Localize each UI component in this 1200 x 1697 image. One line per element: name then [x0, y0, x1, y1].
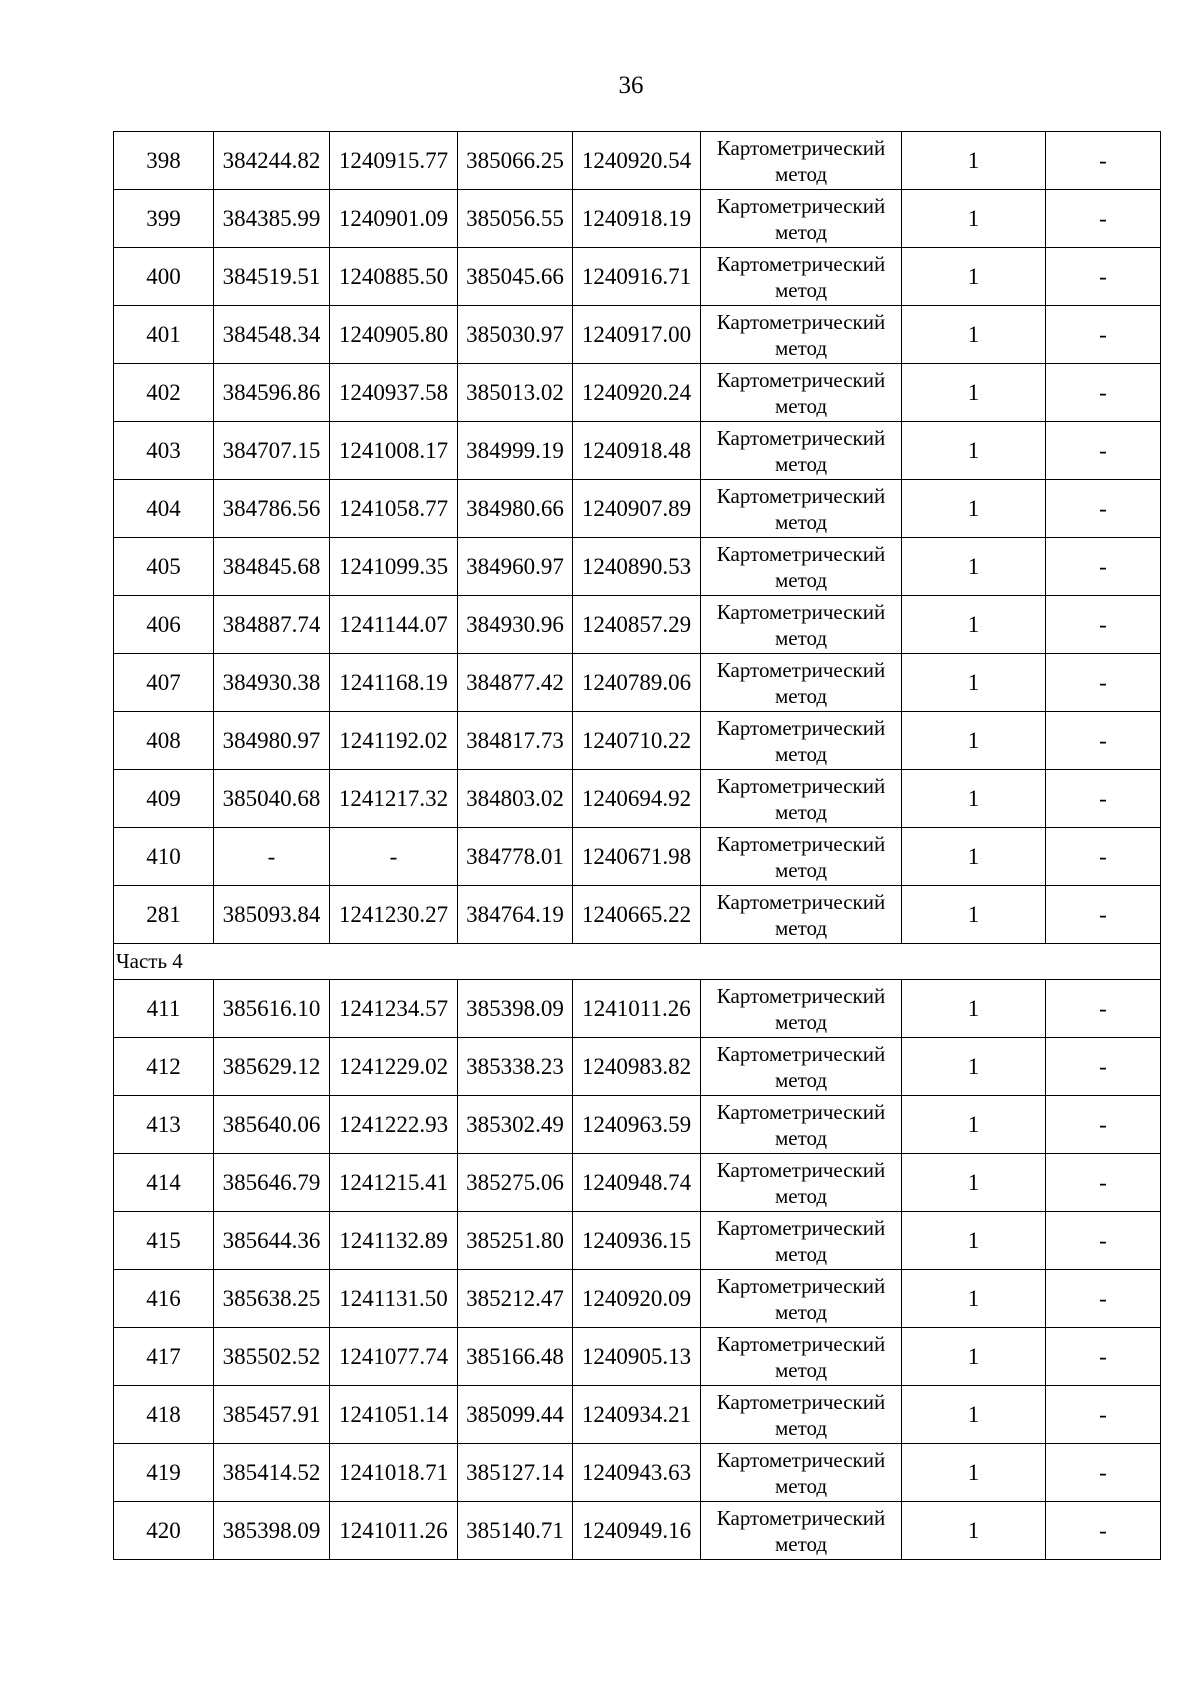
- y-coord-new-cell: 1240963.59: [573, 1096, 701, 1154]
- y-coord-new-cell: 1240948.74: [573, 1154, 701, 1212]
- method-cell: Картометрический метод: [701, 538, 902, 596]
- point-number-cell: 415: [114, 1212, 214, 1270]
- y-coord-existing-cell: 1241077.74: [330, 1328, 458, 1386]
- x-coord-existing-cell: 384845.68: [214, 538, 330, 596]
- x-coord-existing-cell: 384887.74: [214, 596, 330, 654]
- table-row: [114, 886, 1161, 944]
- y-coord-new-cell: 1240710.22: [573, 712, 701, 770]
- method-cell: Картометрический метод: [701, 1154, 902, 1212]
- method-cell: Картометрический метод: [701, 1328, 902, 1386]
- point-number-cell: 399: [114, 190, 214, 248]
- table-row: [114, 770, 1161, 828]
- method-cell: Картометрический метод: [701, 306, 902, 364]
- section-header-row: [114, 944, 1161, 980]
- accuracy-cell: 1: [902, 1038, 1046, 1096]
- description-cell: -: [1046, 538, 1161, 596]
- x-coord-new-cell: 385127.14: [458, 1444, 573, 1502]
- y-coord-existing-cell: 1241215.41: [330, 1154, 458, 1212]
- point-number-cell: 410: [114, 828, 214, 886]
- accuracy-cell: 1: [902, 1096, 1046, 1154]
- table-row: [114, 980, 1161, 1038]
- x-coord-new-cell: 385212.47: [458, 1270, 573, 1328]
- method-cell: Картометрический метод: [701, 770, 902, 828]
- x-coord-new-cell: 385140.71: [458, 1502, 573, 1560]
- method-cell: Картометрический метод: [701, 132, 902, 190]
- x-coord-new-cell: 385275.06: [458, 1154, 573, 1212]
- y-coord-new-cell: 1240857.29: [573, 596, 701, 654]
- description-cell: -: [1046, 980, 1161, 1038]
- table-row: [114, 712, 1161, 770]
- description-cell: -: [1046, 828, 1161, 886]
- table-row: [114, 306, 1161, 364]
- description-cell: -: [1046, 190, 1161, 248]
- description-cell: -: [1046, 1212, 1161, 1270]
- y-coord-new-cell: 1240943.63: [573, 1444, 701, 1502]
- table-body: [114, 132, 1161, 1560]
- method-cell: Картометрический метод: [701, 248, 902, 306]
- y-coord-existing-cell: 1240905.80: [330, 306, 458, 364]
- x-coord-existing-cell: 385398.09: [214, 1502, 330, 1560]
- point-number-cell: 420: [114, 1502, 214, 1560]
- y-coord-existing-cell: 1241011.26: [330, 1502, 458, 1560]
- y-coord-existing-cell: 1241192.02: [330, 712, 458, 770]
- x-coord-existing-cell: 384930.38: [214, 654, 330, 712]
- table-row: [114, 538, 1161, 596]
- y-coord-new-cell: 1240916.71: [573, 248, 701, 306]
- table-row: [114, 1154, 1161, 1212]
- description-cell: -: [1046, 1096, 1161, 1154]
- y-coord-existing-cell: -: [330, 828, 458, 886]
- description-cell: -: [1046, 422, 1161, 480]
- accuracy-cell: 1: [902, 1270, 1046, 1328]
- accuracy-cell: 1: [902, 980, 1046, 1038]
- y-coord-new-cell: 1240907.89: [573, 480, 701, 538]
- point-number-cell: 411: [114, 980, 214, 1038]
- x-coord-existing-cell: 385638.25: [214, 1270, 330, 1328]
- method-cell: Картометрический метод: [701, 1038, 902, 1096]
- description-cell: -: [1046, 712, 1161, 770]
- method-cell: Картометрический метод: [701, 422, 902, 480]
- x-coord-existing-cell: -: [214, 828, 330, 886]
- y-coord-new-cell: 1240949.16: [573, 1502, 701, 1560]
- table-row: [114, 828, 1161, 886]
- y-coord-existing-cell: 1241230.27: [330, 886, 458, 944]
- x-coord-new-cell: 385398.09: [458, 980, 573, 1038]
- x-coord-new-cell: 385045.66: [458, 248, 573, 306]
- description-cell: -: [1046, 1502, 1161, 1560]
- description-cell: -: [1046, 886, 1161, 944]
- x-coord-new-cell: 385099.44: [458, 1386, 573, 1444]
- y-coord-existing-cell: 1241234.57: [330, 980, 458, 1038]
- x-coord-existing-cell: 385457.91: [214, 1386, 330, 1444]
- table-row: [114, 1502, 1161, 1560]
- point-number-cell: 400: [114, 248, 214, 306]
- accuracy-cell: 1: [902, 770, 1046, 828]
- accuracy-cell: 1: [902, 1212, 1046, 1270]
- accuracy-cell: 1: [902, 1502, 1046, 1560]
- accuracy-cell: 1: [902, 422, 1046, 480]
- description-cell: -: [1046, 306, 1161, 364]
- point-number-cell: 407: [114, 654, 214, 712]
- y-coord-new-cell: 1240789.06: [573, 654, 701, 712]
- x-coord-new-cell: 385066.25: [458, 132, 573, 190]
- x-coord-existing-cell: 384548.34: [214, 306, 330, 364]
- point-number-cell: 412: [114, 1038, 214, 1096]
- x-coord-new-cell: 384803.02: [458, 770, 573, 828]
- description-cell: -: [1046, 480, 1161, 538]
- point-number-cell: 419: [114, 1444, 214, 1502]
- point-number-cell: 403: [114, 422, 214, 480]
- y-coord-existing-cell: 1240885.50: [330, 248, 458, 306]
- y-coord-new-cell: 1240920.24: [573, 364, 701, 422]
- coordinates-table: [113, 131, 1161, 1560]
- table-row: [114, 1212, 1161, 1270]
- table-row: [114, 1096, 1161, 1154]
- y-coord-existing-cell: 1241051.14: [330, 1386, 458, 1444]
- x-coord-existing-cell: 385640.06: [214, 1096, 330, 1154]
- description-cell: -: [1046, 364, 1161, 422]
- description-cell: -: [1046, 132, 1161, 190]
- accuracy-cell: 1: [902, 132, 1046, 190]
- accuracy-cell: 1: [902, 1386, 1046, 1444]
- method-cell: Картометрический метод: [701, 886, 902, 944]
- x-coord-existing-cell: 385040.68: [214, 770, 330, 828]
- x-coord-new-cell: 385251.80: [458, 1212, 573, 1270]
- y-coord-existing-cell: 1241132.89: [330, 1212, 458, 1270]
- table-row: [114, 190, 1161, 248]
- table-row: [114, 422, 1161, 480]
- point-number-cell: 416: [114, 1270, 214, 1328]
- y-coord-new-cell: 1240918.48: [573, 422, 701, 480]
- point-number-cell: 414: [114, 1154, 214, 1212]
- point-number-cell: 406: [114, 596, 214, 654]
- section-title: Часть 4: [114, 944, 1161, 980]
- y-coord-new-cell: 1240671.98: [573, 828, 701, 886]
- description-cell: -: [1046, 248, 1161, 306]
- table-row: [114, 364, 1161, 422]
- y-coord-existing-cell: 1241099.35: [330, 538, 458, 596]
- x-coord-existing-cell: 384596.86: [214, 364, 330, 422]
- y-coord-existing-cell: 1241168.19: [330, 654, 458, 712]
- method-cell: Картометрический метод: [701, 1212, 902, 1270]
- point-number-cell: 408: [114, 712, 214, 770]
- method-cell: Картометрический метод: [701, 364, 902, 422]
- method-cell: Картометрический метод: [701, 1444, 902, 1502]
- method-cell: Картометрический метод: [701, 1270, 902, 1328]
- accuracy-cell: 1: [902, 1444, 1046, 1502]
- accuracy-cell: 1: [902, 654, 1046, 712]
- x-coord-new-cell: 384980.66: [458, 480, 573, 538]
- description-cell: -: [1046, 654, 1161, 712]
- x-coord-new-cell: 384999.19: [458, 422, 573, 480]
- table-row: [114, 596, 1161, 654]
- y-coord-new-cell: 1240934.21: [573, 1386, 701, 1444]
- point-number-cell: 405: [114, 538, 214, 596]
- x-coord-existing-cell: 384707.15: [214, 422, 330, 480]
- y-coord-new-cell: 1240936.15: [573, 1212, 701, 1270]
- x-coord-existing-cell: 384786.56: [214, 480, 330, 538]
- x-coord-new-cell: 385056.55: [458, 190, 573, 248]
- x-coord-new-cell: 385302.49: [458, 1096, 573, 1154]
- y-coord-existing-cell: 1240901.09: [330, 190, 458, 248]
- x-coord-existing-cell: 385616.10: [214, 980, 330, 1038]
- method-cell: Картометрический метод: [701, 480, 902, 538]
- x-coord-existing-cell: 385414.52: [214, 1444, 330, 1502]
- y-coord-new-cell: 1240694.92: [573, 770, 701, 828]
- method-cell: Картометрический метод: [701, 980, 902, 1038]
- y-coord-new-cell: 1241011.26: [573, 980, 701, 1038]
- table-row: [114, 480, 1161, 538]
- x-coord-new-cell: 385013.02: [458, 364, 573, 422]
- table-row: [114, 1328, 1161, 1386]
- accuracy-cell: 1: [902, 364, 1046, 422]
- y-coord-new-cell: 1240917.00: [573, 306, 701, 364]
- y-coord-existing-cell: 1241058.77: [330, 480, 458, 538]
- y-coord-new-cell: 1240665.22: [573, 886, 701, 944]
- point-number-cell: 409: [114, 770, 214, 828]
- x-coord-existing-cell: 385646.79: [214, 1154, 330, 1212]
- table-row: [114, 132, 1161, 190]
- y-coord-new-cell: 1240918.19: [573, 190, 701, 248]
- method-cell: Картометрический метод: [701, 596, 902, 654]
- method-cell: Картометрический метод: [701, 190, 902, 248]
- description-cell: -: [1046, 770, 1161, 828]
- x-coord-new-cell: 384930.96: [458, 596, 573, 654]
- point-number-cell: 281: [114, 886, 214, 944]
- description-cell: -: [1046, 1328, 1161, 1386]
- x-coord-existing-cell: 384385.99: [214, 190, 330, 248]
- x-coord-new-cell: 384764.19: [458, 886, 573, 944]
- x-coord-existing-cell: 384980.97: [214, 712, 330, 770]
- x-coord-existing-cell: 384519.51: [214, 248, 330, 306]
- point-number-cell: 418: [114, 1386, 214, 1444]
- table-row: [114, 1038, 1161, 1096]
- y-coord-existing-cell: 1240915.77: [330, 132, 458, 190]
- accuracy-cell: 1: [902, 596, 1046, 654]
- x-coord-existing-cell: 385629.12: [214, 1038, 330, 1096]
- method-cell: Картометрический метод: [701, 1502, 902, 1560]
- x-coord-existing-cell: 385093.84: [214, 886, 330, 944]
- point-number-cell: 402: [114, 364, 214, 422]
- method-cell: Картометрический метод: [701, 1386, 902, 1444]
- y-coord-existing-cell: 1241008.17: [330, 422, 458, 480]
- description-cell: -: [1046, 1270, 1161, 1328]
- y-coord-existing-cell: 1241131.50: [330, 1270, 458, 1328]
- y-coord-existing-cell: 1241229.02: [330, 1038, 458, 1096]
- accuracy-cell: 1: [902, 1328, 1046, 1386]
- table-row: [114, 654, 1161, 712]
- y-coord-existing-cell: 1241144.07: [330, 596, 458, 654]
- x-coord-new-cell: 384960.97: [458, 538, 573, 596]
- page-number: 36: [618, 72, 644, 99]
- x-coord-new-cell: 384817.73: [458, 712, 573, 770]
- y-coord-existing-cell: 1241217.32: [330, 770, 458, 828]
- accuracy-cell: 1: [902, 538, 1046, 596]
- x-coord-existing-cell: 385644.36: [214, 1212, 330, 1270]
- accuracy-cell: 1: [902, 190, 1046, 248]
- x-coord-existing-cell: 384244.82: [214, 132, 330, 190]
- accuracy-cell: 1: [902, 480, 1046, 538]
- y-coord-new-cell: 1240920.54: [573, 132, 701, 190]
- x-coord-existing-cell: 385502.52: [214, 1328, 330, 1386]
- accuracy-cell: 1: [902, 886, 1046, 944]
- point-number-cell: 404: [114, 480, 214, 538]
- x-coord-new-cell: 384778.01: [458, 828, 573, 886]
- y-coord-new-cell: 1240905.13: [573, 1328, 701, 1386]
- x-coord-new-cell: 385338.23: [458, 1038, 573, 1096]
- point-number-cell: 401: [114, 306, 214, 364]
- table-row: [114, 248, 1161, 306]
- method-cell: Картометрический метод: [701, 1096, 902, 1154]
- y-coord-existing-cell: 1241018.71: [330, 1444, 458, 1502]
- description-cell: -: [1046, 596, 1161, 654]
- y-coord-existing-cell: 1240937.58: [330, 364, 458, 422]
- y-coord-new-cell: 1240890.53: [573, 538, 701, 596]
- accuracy-cell: 1: [902, 306, 1046, 364]
- method-cell: Картометрический метод: [701, 712, 902, 770]
- y-coord-new-cell: 1240920.09: [573, 1270, 701, 1328]
- description-cell: -: [1046, 1154, 1161, 1212]
- x-coord-new-cell: 385166.48: [458, 1328, 573, 1386]
- point-number-cell: 413: [114, 1096, 214, 1154]
- description-cell: -: [1046, 1386, 1161, 1444]
- accuracy-cell: 1: [902, 828, 1046, 886]
- y-coord-existing-cell: 1241222.93: [330, 1096, 458, 1154]
- point-number-cell: 417: [114, 1328, 214, 1386]
- method-cell: Картометрический метод: [701, 828, 902, 886]
- table-row: [114, 1386, 1161, 1444]
- accuracy-cell: 1: [902, 1154, 1046, 1212]
- table-row: [114, 1444, 1161, 1502]
- x-coord-new-cell: 385030.97: [458, 306, 573, 364]
- method-cell: Картометрический метод: [701, 654, 902, 712]
- x-coord-new-cell: 384877.42: [458, 654, 573, 712]
- accuracy-cell: 1: [902, 712, 1046, 770]
- point-number-cell: 398: [114, 132, 214, 190]
- table-row: [114, 1270, 1161, 1328]
- description-cell: -: [1046, 1444, 1161, 1502]
- y-coord-new-cell: 1240983.82: [573, 1038, 701, 1096]
- description-cell: -: [1046, 1038, 1161, 1096]
- accuracy-cell: 1: [902, 248, 1046, 306]
